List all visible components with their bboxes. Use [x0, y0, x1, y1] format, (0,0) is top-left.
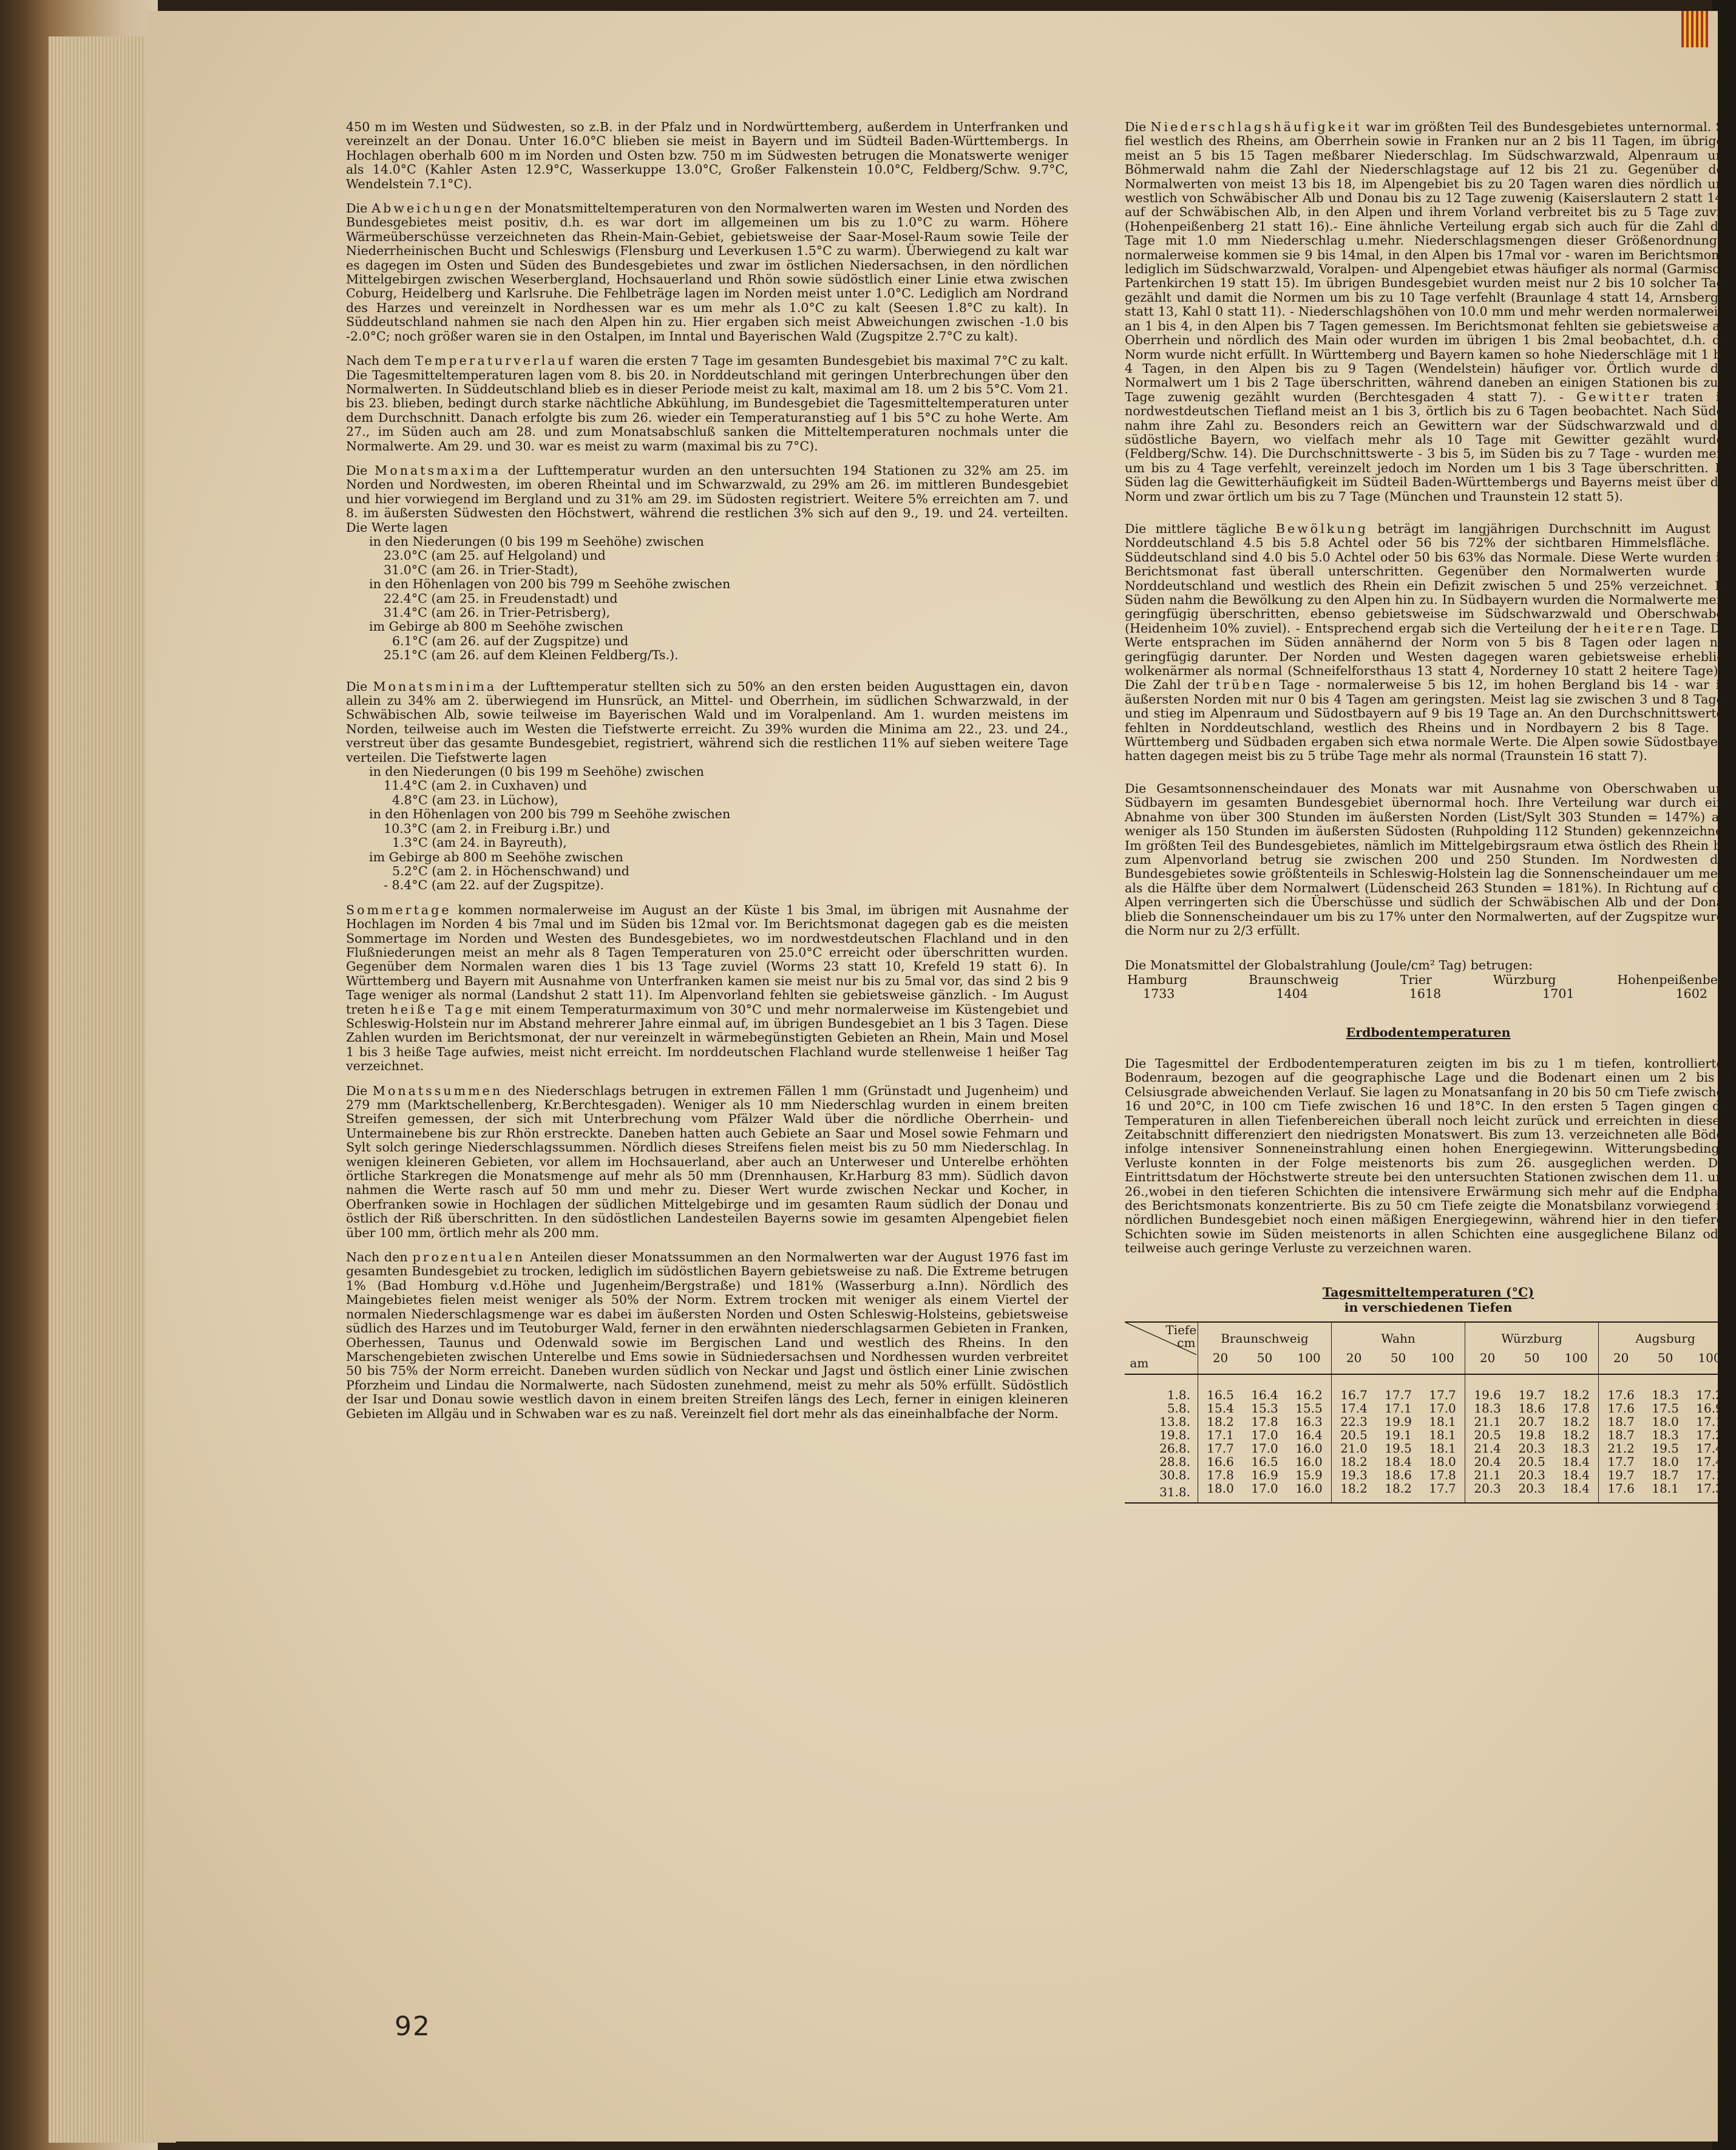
value-cell: 21.4	[1474, 1440, 1501, 1456]
value-cell: 16.0	[1287, 1442, 1332, 1455]
value-cell: 17.4	[1696, 1440, 1723, 1456]
value-cell: 17.7	[1207, 1440, 1234, 1456]
depth-header: 100	[1554, 1348, 1599, 1374]
table-row	[1125, 1482, 1732, 1503]
list-line: 10.3°C (am 2. in Freiburg i.Br.) und	[384, 821, 611, 836]
globalstrahlung-title: Die Monatsmittel der Globalstrahlung (Joule/cm² Tag) betrugen:	[1125, 958, 1533, 973]
value-cell: 16.0	[1287, 1482, 1332, 1503]
table-row	[1125, 1455, 1732, 1468]
value-cell: 20.3	[1518, 1467, 1545, 1482]
value-cell: 19.5	[1652, 1440, 1679, 1456]
list-line: 22.4°C (am 25. in Freudenstadt) und	[384, 591, 618, 606]
value-cell: 18.4	[1554, 1482, 1599, 1503]
value-cell: 18.4	[1385, 1454, 1412, 1469]
value-cell: 21.2	[1607, 1440, 1635, 1456]
value-cell: 20.5	[1518, 1454, 1545, 1469]
svg-text:Tiefe: Tiefe	[1165, 1322, 1197, 1337]
value-cell: 16.4	[1251, 1387, 1278, 1402]
date-cell: 31.8.	[1125, 1482, 1198, 1503]
depth-header: 100	[1698, 1350, 1721, 1365]
value-cell: 17.8	[1207, 1467, 1234, 1482]
date-cell: 5.8.	[1125, 1402, 1198, 1415]
value-cell: 17.7	[1420, 1482, 1465, 1503]
paragraph: Die Tagesmittel der Erdbodentemperaturen zeigten im bis zu 1 m tiefen, kontrollierten Bodenraum, bezogen auf die geographische Lage und die Bodenart einen um 2 bis 4 Celsiusgrade abweichenden Verlauf. Sie lagen zu Monatsanfang in 20 bis 50 cm Tiefe zwischen 16 und 20°C, in 100 cm Tiefe zwischen 16 und 18°C. In den ersten 5 Tagen gingen die Temperaturen in allen Tiefenbereichen überall noch leicht zurück und erreichten in diesem Zeitabschnitt differenziert den niedrigsten Monatswert. Bis zum 13. verzeichneten alle Böden infolge intensiver Sonneneinstrahlung einen hohen Energiegewinn. Witterungsbedingte Verluste konnten in der Folge meistenorts bis zum 26. ausgeglichen werden. Das Eintrittsdatum der Höchstwerte streute bei den untersuchten Stationen zwischen dem 11. und 26.,wobei in den tieferen Schichten die intensivere Erwärmung sich mehr auf die Endphase des Berichtsmonats konzentrierte. Bis zu 50 cm Tiefe zeigte die Monatsbilanz vorwiegend im nördlichen Bundesgebiet noch einen mäßigen Energiegewinn, während hier in den tieferen Schichten sowie im Süden meistenorts in allen Schichten eine ausgeglichene Bilanz oder teilweise auch geringe Verluste zu verzeichnen waren.	[1125, 1056, 1732, 1256]
table-title: Tagesmitteltemperaturen (°C) in verschiedenen Tiefen	[1322, 1284, 1534, 1315]
value-cell: 17.1	[1696, 1414, 1723, 1429]
list-line: 25.1°C (am 26. auf dem Kleinen Feldberg/Ts.).	[384, 648, 679, 663]
soil-temperature-table	[1125, 1321, 1732, 1504]
svg-text:am: am	[1130, 1355, 1149, 1371]
list-line: in den Höhenlagen von 200 bis 799 m Seehöhe zwischen	[369, 577, 731, 592]
right-column	[1125, 120, 1732, 1504]
paragraph: Die mittlere tägliche Bewölkung beträgt im langjährigen Durchschnitt im August in Norddeutschland 4.5 bis 5.8 Achtel oder 56 bis 72% der sichtbaren Himmelsfläche. In Süddeutschland sind 4.0 bis 5.0 Achtel oder 50 bis 63% das Normale. Diese Werte wurden im Berichtsmonat fast überall unterschritten. Gegenüber den Normalwerten wurde in Norddeutschland und westlich des Rhein ein Defizit zwischen 5 und 25% verzeichnet. Im Süden nahm die Bewölkung zu den Alpen hin zu. In Südbayern wurden die Normalwerte meist geringfügig überschritten, ebenso gebietsweise im Südschwarzwald und Oberschwaben (Heidenheim 10% zuviel). - Entsprechend ergab sich die Verteilung der heiteren Tage. Die Werte entsprachen im Süden annähernd der Norm von 5 bis 8 Tagen oder lagen nur geringfügig darunter. Der Norden und Westen dagegen waren gebietsweise erheblich wolkenärmer als normal (Schneifelforsthaus 13 statt 4, Norderney 10 statt 2 heitere Tage). - Die Zahl der trüben Tage - normalerweise 5 bis 12, im hohen Bergland bis 14 - war im äußersten Norden mit nur 0 bis 4 Tagen am geringsten. Meist lag sie zwischen 3 und 8 Tagen und stieg im Alpenraum und Südostbayern auf 9 bis 19 Tage an. An den Durchschnittswerten fehlten in Norddeutschland, westlich des Rheins und in Nordbayern 2 bis 8 Tage. In Württemberg und Südbaden ergaben sich etwa normale Werte. Die Alpen sowie Südostbayern hatten dagegen meist bis zu 5 trübe Tage mehr als normal (Traunstein 16 statt 7).	[1125, 521, 1732, 764]
value-cell: 18.7	[1607, 1414, 1635, 1429]
list-line: - 8.4°C (am 22. auf der Zugspitze).	[384, 878, 604, 893]
list-line: in den Höhenlagen von 200 bis 799 m Seehöhe zwischen	[369, 807, 731, 822]
list-line: 11.4°C (am 2. in Cuxhaven) und	[384, 778, 587, 793]
value-cell: 17.1	[1207, 1427, 1234, 1442]
value-cell: 17.5	[1652, 1400, 1679, 1416]
list-line: im Gebirge ab 800 m Seehöhe zwischen	[369, 619, 623, 634]
value-cell: 16.0	[1287, 1455, 1332, 1468]
list-line: 31.4°C (am 26. in Trier-Petrisberg),	[384, 605, 611, 620]
list-line: 4.8°C (am 23. in Lüchow),	[392, 792, 558, 807]
value-cell: 18.4	[1554, 1455, 1599, 1468]
value-cell: 18.1	[1420, 1428, 1465, 1442]
value-cell: 18.2	[1207, 1414, 1234, 1429]
value-cell: 19.9	[1385, 1414, 1412, 1429]
value-cell: 18.0	[1207, 1480, 1234, 1496]
value-cell: 17.6	[1607, 1480, 1635, 1496]
date-cell: 26.8.	[1125, 1442, 1198, 1455]
table-row	[1125, 1402, 1732, 1415]
value-cell: 19.6	[1474, 1387, 1501, 1402]
value-cell: 18.0	[1420, 1455, 1465, 1468]
value-cell: 16.5	[1251, 1454, 1278, 1469]
value-cell: 16.9	[1696, 1400, 1723, 1416]
value-cell: 16.5	[1207, 1387, 1234, 1402]
diagonal-divider	[1125, 1323, 1198, 1371]
depth-header: 20	[1613, 1350, 1629, 1365]
value-cell: 18.0	[1652, 1454, 1679, 1469]
value-cell: 18.2	[1554, 1415, 1599, 1428]
value-cell: 22.3	[1340, 1414, 1368, 1429]
value-cell: 20.3	[1474, 1480, 1501, 1496]
book-page	[146, 11, 1732, 2142]
value-cell: 16.4	[1287, 1428, 1332, 1442]
value-cell: 18.2	[1385, 1480, 1412, 1496]
value-cell: 17.1	[1385, 1400, 1412, 1416]
page-number: 92	[395, 2011, 431, 2042]
value-cell: 15.5	[1287, 1402, 1332, 1415]
value-cell: 15.9	[1287, 1468, 1332, 1482]
value-cell: 18.3	[1474, 1400, 1501, 1416]
value-cell: 18.1	[1420, 1415, 1465, 1428]
depth-header: 20	[1479, 1350, 1496, 1365]
value-cell: 18.1	[1652, 1480, 1679, 1496]
value-cell: 18.6	[1385, 1467, 1412, 1482]
value-cell: 16.9	[1251, 1467, 1278, 1482]
value-cell: 17.0	[1420, 1402, 1465, 1415]
value-cell: 16.6	[1207, 1454, 1234, 1469]
globalstrahlung-block	[1125, 958, 1732, 1001]
value-cell: 20.3	[1518, 1480, 1545, 1496]
paragraph: 450 m im Westen und Südwesten, so z.B. in der Pfalz und in Nordwürttemberg, außerdem in Unterfranken und vereinzelt an der Donau. Unter 16.0°C blieben sie meist in Bayern und im Südteil Baden-Württembergs. In Hochlagen oberhalb 600 m im Norden und Osten bzw. 750 m im Südwesten betrugen die Monatswerte weniger als 14.0°C (Kahler Asten 12.9°C, Wasserkuppe 13.0°C, Großer Falkenstein 10.0°C, Feldberg/Schw. 9.7°C, Wendelstein 7.1°C).	[346, 120, 1068, 191]
value-cell: 19.5	[1385, 1440, 1412, 1456]
value-cell: 17.7	[1607, 1454, 1635, 1469]
value-cell: 21.1	[1474, 1414, 1501, 1429]
value-cell: 16.3	[1287, 1415, 1332, 1428]
station-name: Hamburg	[1127, 972, 1188, 987]
value-cell: 17.7	[1385, 1387, 1412, 1402]
value-cell: 18.3	[1554, 1442, 1599, 1455]
globalstrahlung-values	[1125, 987, 1732, 1001]
value-cell: 18.3	[1652, 1387, 1679, 1402]
paragraph: Die Niederschlagshäufigkeit war im größten Teil des Bundesgebietes unternormal. So fiel westlich des Rheins, am Oberrhein sowie in Franken nur an 2 bis 11 Tagen, im übrigen meist an 5 bis 15 Tagen meßbarer Niederschlag. Im Südschwarzwald, Alpenraum und Böhmerwald nahm die Zahl der Niederschlagstage auf 12 bis 21 zu. Gegenüber den Normalwerten von meist 13 bis 18, im Alpengebiet bis zu 20 Tagen waren dies nördlich und westlich von Schwäbischer Alb und Donau bis zu 12 Tage zuwenig (Kaiserslautern 2 statt 14), auf der Schwäbischen Alb, in den Alpen und ihrem Vorland verbreitet bis zu 5 Tage zuviel (Hohenpeißenberg 21 statt 16).- Eine ähnliche Verteilung ergab sich auch für die Zahl der Tage mit 1.0 mm Niederschlag u.mehr. Niederschlagsmengen dieser Größenordnung - normalerweise kommen sie 9 bis 14mal, in den Alpen bis 17mal vor - waren im Berichtsmonat lediglich im Südschwarzwald, Voralpen- und Alpengebiet etwas häufiger als normal (Garmisch-Partenkirchen 19 statt 15). Im übrigen Bundesgebiet wurden meist nur 2 bis 10 solcher Tage gezählt und damit die Normen um bis zu 10 Tage verfehlt (Braunlage 4 statt 14, Arnsberg 3 statt 13, Kahl 0 statt 11). - Niederschlagshöhen von 10.0 mm und mehr werden normalerweise an 1 bis 4, in den Alpen bis 7 Tagen gemessen. Im Berichtsmonat fehlten sie gebietsweise am Oberrhein und nördlich des Main oder wurden im übrigen 1 bis 2mal beobachtet, d.h. die Norm wurde nicht erfüllt. In Württemberg und Bayern kamen so hohe Niederschläge mit 1 bis 4 Tagen, in den Alpen bis zu 9 Tagen (Wendelstein) häufiger vor. Örtlich wurde der Normalwert um 1 bis 2 Tage überschritten, während daneben an einigen Stationen bis zu 3 Tage zuwenig gezählt wurden (Berchtesgaden 4 statt 7). - Gewitter traten im nordwestdeutschen Tiefland meist an 1 bis 3, örtlich bis zu 6 Tagen beobachtet. Nach Süden nahm ihre Zahl zu. Besonders reich an Gewittern war der Südschwarzwald und das südöstliche Bayern, wo vielfach mehr als 10 Tage mit Gewitter gezählt wurden (Feldberg/Schw. 14). Die Durchschnittswerte - 3 bis 5, im Süden bis zu 7 Tage - wurden meist um bis zu 4 Tage verfehlt, vereinzelt jedoch im Norden um 1 bis 3 Tage überschritten. Im Süden lag die Gewitterhäufigkeit im Südteil Baden-Württembergs und Bayerns meist über der Norm und zwar örtlich um bis zu 7 Tage (München und Traunstein 12 statt 5).	[1125, 120, 1732, 504]
value-cell: 17.6	[1607, 1400, 1635, 1416]
value-cell: 16.7	[1340, 1387, 1368, 1402]
value-cell: 17.8	[1251, 1414, 1278, 1429]
station-value: 1701	[1542, 986, 1575, 1002]
value-cell: 17.0	[1251, 1440, 1278, 1456]
value-cell: 18.2	[1554, 1428, 1599, 1442]
value-cell: 20.4	[1474, 1454, 1501, 1469]
value-cell: 17.0	[1251, 1427, 1278, 1442]
list-line: 5.2°C (am 2. in Höchenschwand) und	[392, 863, 629, 878]
depth-header: 50	[1390, 1350, 1406, 1365]
paragraph: Nach den prozentualen Anteilen dieser Monatssummen an den Normalwerten war der August 1976 fast im gesamten Bundesgebiet zu trocken, lediglich im südöstlichen Bayern gebietsweise zu naß. Die Extreme betrugen 1% (Bad Homburg v.d.Höhe und Jugenheim/Bergstraße) und 181% (Wasserburg a.Inn). Nördlich des Maingebietes fielen meist weniger als 50% der Norm. Extrem trocken mit weniger als einem Viertel der normalen Niederschlagsmenge war es dabei im äußersten Norden und Osten Schleswig-Holsteins, gebietsweise südlich des Harzes und im Teutoburger Wald, ferner in den erwähnten niederschlagsarmen Gebieten in Franken, Oberhessen, Taunus und Odenwald sowie im Bergischen Land und westlich des Rheins. In den Marschengebieten zwischen Unterelbe und Ems sowie in Südniedersachsen und Nordhessen wurden verbreitet 50 bis 75% der Norm erreicht. Daneben wurden südlich von Neckar und Jagst und östlich einer Linie zwischen Pforzheim und Lindau die Normalwerte, nach Südosten zunehmend, meist zu mehr als 50% erfüllt. Südöstlich der Isar und Donau sowie westlich davon in einem breiten Streifen längs des Lech, ferner in einigen kleineren Gebieten im Allgäu und in Schwaben war es zu naß. Vereinzelt fiel dort mehr als das eineinhalbfache der Norm.	[346, 1250, 1068, 1421]
date-cell: 19.8.	[1125, 1428, 1198, 1442]
depth-header: 50	[1256, 1350, 1273, 1365]
paragraph: Die Monatssummen des Niederschlags betrugen in extremen Fällen 1 mm (Grünstadt und Jugenheim) und 279 mm (Marktschellenberg, Kr.Berchtesgaden). Weniger als 10 mm Niederschlag wurden in einem breiten Streifen gemessen, der sich mit Unterbrechung vom Pfälzer Wald über die nördliche Oberrhein- und Untermainebene bis zur Rhön erstreckte. Daneben hatten auch Gebiete an Saar und Mosel sowie Fehmarn und Sylt solch geringe Niederschlagssummen. Nördlich dieses Streifens fielen meist bis zu 50 mm Niederschlag. In wenigen kleineren Gebieten, vor allem im Hochsauerland, aber auch an Unterweser und Unterelbe erhöhten örtliche Starkregen die Monatsmenge auf mehr als 50 mm (Drennhausen, Kr.Harburg 83 mm). Südlich davon nahmen die Werte rasch auf 50 mm und mehr zu. Dieser Wert wurde zwischen Neckar und Kocher, in Oberfranken sowie in Hochlagen der südlichen Mittelgebirge und im gesamten Raum südlich der Donau und östlich der Riß überschritten. In den südöstlichen Landesteilen Bayerns sowie im gesamten Alpengebiet fielen über 100 mm, örtlich mehr als 200 mm.	[346, 1083, 1068, 1240]
station-value: 1733	[1143, 986, 1175, 1002]
value-cell: 21.1	[1474, 1467, 1501, 1482]
paragraph: Sommertage kommen normalerweise im August an der Küste 1 bis 3mal, im übrigen mit Ausnahme der Hochlagen im Norden 4 bis 7mal und im Süden bis 12mal vor. Im Berichtsmonat dagegen gab es die meisten Sommertage im Norden und Westen des Bundesgebietes, wo im nordwestdeutschen Flachland und in den Flußniederungen meist an mehr als 8 Tagen Temperaturen von 25.0°C erreicht oder überschritten wurden. Gegenüber dem Normalen waren dies 1 bis 13 Tage zuviel (Worms 23 statt 10, Krefeld 19 statt 6). In Württemberg und Bayern mit Ausnahme von Unterfranken kamen sie meist nur bis zu 5mal vor, das sind 2 bis 9 Tage weniger als normal (Landshut 2 statt 11). Im Alpenvorland fehlten sie gebietsweise gänzlich. - Im August treten heiße Tage mit einem Temperaturmaximum von 30°C und mehr normalerweise im Küstengebiet und Schleswig-Holstein nur im Abstand mehrerer Jahre einmal auf, im übrigen Bundesgebiet an 1 bis 3 Tagen. Diese Zahlen wurden im Berichtsmonat, der nur vereinzelt in wärmebegünstigten Gebieten an Rhein, Main und Mosel 1 bis 3 heiße Tage aufwies, meist nicht erreicht. Im norddeutschen Flachland wurde stellenweise 1 heißer Tag verzeichnet.	[346, 902, 1068, 1074]
value-cell: 17.4	[1340, 1400, 1368, 1416]
value-cell: 20.7	[1518, 1414, 1545, 1429]
value-cell: 18.7	[1652, 1467, 1679, 1482]
value-cell: 17.8	[1554, 1402, 1599, 1415]
value-cell: 19.3	[1340, 1467, 1368, 1482]
table-row	[1125, 1374, 1732, 1402]
value-cell: 18.6	[1518, 1400, 1545, 1416]
list-line: 1.3°C (am 24. in Bayreuth),	[392, 835, 567, 850]
depth-header: 50	[1657, 1350, 1673, 1365]
value-cell: 21.0	[1340, 1440, 1368, 1456]
list-line: 6.1°C (am 26. auf der Zugspitze) und	[392, 633, 629, 648]
value-cell: 15.3	[1251, 1400, 1278, 1416]
station-name: Hohenpeißenberg	[1617, 972, 1732, 987]
section-title: Erdbodentemperaturen	[1346, 1025, 1511, 1040]
station-header: Würzburg	[1465, 1322, 1599, 1348]
date-cell: 13.8.	[1125, 1415, 1198, 1428]
paragraph: Die Monatsmaxima der Lufttemperatur wurden an den untersuchten 194 Stationen zu 32% am 25. im Norden und Nordwesten, im oberen Rheintal und im Schwarzwald, zu 29% am 26. im mittleren Bundesgebiet und hier vorwiegend im Bergland und zu 31% am 29. im Südosten registriert. Weitere 5% erreichten am 7. und 8. im äußersten Südwesten den Höchstwert, während die restlichen 3% sich auf den 9., 19. und 24. verteilten. Die Werte lagen in den Niederungen (0 bis 199 m Seehöhe) zwischen 23.0°C (am 25. auf Helgoland) und 31.0°C (am 26. in Trier-Stadt), in den Höhenlagen von 200 bis 799 m Seehöhe zwischen 22.4°C (am 25. in Freudenstadt) und 31.4°C (am 26. in Trier-Petrisberg), im Gebirge ab 800 m Seehöhe zwischen 6.1°C (am 26. auf der Zugspitze) und 25.1°C (am 26. auf dem Kleinen Feldberg/Ts.).	[346, 463, 1069, 663]
depth-header-row	[1125, 1348, 1732, 1374]
date-cell: 30.8.	[1125, 1468, 1198, 1482]
list-line: im Gebirge ab 800 m Seehöhe zwischen	[369, 849, 623, 864]
paragraph: Die Abweichungen der Monatsmitteltemperaturen von den Normalwerten waren im Westen und Norden des Bundesgebietes meist positiv, d.h. es war dort im allgemeinen um bis zu 1.0°C zu warm. Höhere Wärmeüberschüsse verzeichneten das Rhein-Main-Gebiet, gebietsweise der Saar-Mosel-Raum sowie Teile der Niederrheinischen Bucht und Schleswigs (Flensburg und Leverkusen 1.5°C zu warm). Überwiegend zu kalt war es dagegen im Osten und Süden des Bundesgebietes und zwar im östlichen Niedersachsen, in den nördlichen Mittelgebirgen zwischen Weserbergland, Hochsauerland und Rhön sowie südöstlich einer Linie etwa zwischen Coburg, Heidelberg und Karlsruhe. Die Fehlbeträge lagen im Norden meist unter 1.0°C. Lediglich am Nordrand des Harzes und vereinzelt in Nordhessen war es um mehr als 1.0°C zu kalt (Seesen 1.8°C zu kalt). In Süddeutschland nahmen sie nach den Alpen hin zu. Hier ergaben sich meist Abweichungen zwischen -1.0 bis -2.0°C; noch größer waren sie in den Ostalpen, im Inntal und Bayerischen Wald (Zugspitze 2.7°C zu kalt).	[346, 201, 1068, 344]
globalstrahlung-stations	[1125, 973, 1732, 987]
value-cell: 17.4	[1696, 1454, 1723, 1469]
maxima-list	[346, 535, 1068, 663]
value-cell: 16.2	[1287, 1374, 1332, 1402]
station-name: Würzburg	[1493, 972, 1556, 987]
table-row	[1125, 1415, 1732, 1428]
value-cell: 17.7	[1420, 1374, 1465, 1402]
list-line: 31.0°C (am 26. in Trier-Stadt),	[384, 562, 578, 577]
date-cell: 1.8.	[1125, 1374, 1198, 1402]
table-row	[1125, 1468, 1732, 1482]
value-cell: 17.1	[1696, 1467, 1723, 1482]
value-cell: 17.2	[1696, 1427, 1723, 1442]
value-cell: 17.0	[1251, 1480, 1278, 1496]
date-cell: 28.8.	[1125, 1455, 1198, 1468]
value-cell: 19.8	[1518, 1427, 1545, 1442]
value-cell: 18.1	[1420, 1442, 1465, 1455]
value-cell: 18.2	[1554, 1374, 1599, 1402]
depth-header: 100	[1420, 1348, 1465, 1374]
minima-list	[346, 765, 1068, 893]
value-cell: 18.2	[1340, 1454, 1368, 1469]
value-cell: 20.5	[1340, 1427, 1368, 1442]
value-cell: 18.7	[1607, 1427, 1635, 1442]
svg-text:cm: cm	[1177, 1335, 1196, 1350]
station-header: Braunschweig	[1198, 1322, 1332, 1348]
bookmark-ribbon	[1681, 11, 1708, 47]
value-cell: 18.0	[1652, 1414, 1679, 1429]
table-body	[1125, 1374, 1732, 1503]
table-corner-header	[1125, 1322, 1198, 1374]
list-line: in den Niederungen (0 bis 199 m Seehöhe) zwischen	[369, 534, 704, 549]
depth-header: 20	[1212, 1350, 1229, 1365]
paragraph: Die Gesamtsonnenscheindauer des Monats war mit Ausnahme von Oberschwaben und Südbayern im gesamten Bundesgebiet übernormal hoch. Ihre Verteilung war durch eine Abnahme von über 300 Stunden im äußersten Norden (List/Sylt 303 Stunden = 147%) auf weniger als 150 Stunden im äußersten Südosten (Ruhpolding 112 Stunden) gekennzeichnet. Im größten Teil des Bundesgebietes, nämlich im Mittelgebirgsraum etwa östlich des Rhein bis zum Alpenvorland betrug sie zwischen 200 und 250 Stunden. Im Nordwesten des Bundesgebietes sowie größtenteils in Schleswig-Holstein lag die Sonnenscheindauer um mehr als die Hälfte über dem Normalwert (Lüdenscheid 263 Stunden = 181%). In Richtung auf die Alpen verringerten sich die Überschüsse und südlich der Schwäbischen Alb und der Donau blieb die Sonnenscheindauer um bis zu 17% unter den Normalwerten, auf der Zugspitze wurde die Norm nur zu 2/3 erfüllt.	[1125, 781, 1732, 938]
value-cell: 15.4	[1207, 1400, 1234, 1416]
value-cell: 20.5	[1474, 1427, 1501, 1442]
value-cell: 17.2	[1696, 1387, 1723, 1402]
station-value: 1404	[1276, 986, 1308, 1002]
value-cell: 19.7	[1518, 1387, 1545, 1402]
value-cell: 17.6	[1607, 1387, 1635, 1402]
value-cell: 20.3	[1518, 1440, 1545, 1456]
value-cell: 17.8	[1420, 1468, 1465, 1482]
station-value: 1618	[1409, 986, 1442, 1002]
list-line: in den Niederungen (0 bis 199 m Seehöhe) zwischen	[369, 764, 704, 779]
station-value: 1602	[1675, 986, 1707, 1002]
depth-header: 20	[1346, 1350, 1362, 1365]
station-name: Trier	[1400, 972, 1432, 987]
station-header: Augsburg	[1635, 1331, 1695, 1346]
depth-header: 50	[1524, 1350, 1540, 1365]
value-cell: 19.1	[1385, 1427, 1412, 1442]
table-row	[1125, 1428, 1732, 1442]
value-cell: 18.3	[1652, 1427, 1679, 1442]
station-name: Braunschweig	[1249, 972, 1339, 987]
paragraph: Die Monatsminima der Lufttemperatur stellten sich zu 50% an den ersten beiden Augusttagen ein, davon allein zu 34% am 2. überwiegend im Hunsrück, an Mittel- und Oberrhein, im südlichen Schwarzwald, in der Schwäbischen Alb, sowie teilweise im Bayerischen Wald und im Voralpenland. Am 1. wurden meistens im Norden, teilweise auch im Westen die Tiefstwerte erreicht. Zu 39% wurden die Minima am 22., 23. und 24., verstreut über das gesamte Bundesgebiet, registriert, während sich die restlichen 11% auf sieben weitere Tage verteilen. Die Tiefstwerte lagen in den Niederungen (0 bis 199 m Seehöhe) zwischen 11.4°C (am 2. in Cuxhaven) und 4.8°C (am 23. in Lüchow), in den Höhenlagen von 200 bis 799 m Seehöhe zwischen 10.3°C (am 2. in Freiburg i.Br.) und 1.3°C (am 24. in Bayreuth), im Gebirge ab 800 m Seehöhe zwischen 5.2°C (am 2. in Höchenschwand) und - 8.4°C (am 22. auf der Zugspitze).	[346, 679, 1068, 893]
value-cell: 18.2	[1340, 1480, 1368, 1496]
value-cell: 17.3	[1696, 1480, 1723, 1496]
value-cell: 19.7	[1607, 1467, 1635, 1482]
table-row	[1125, 1442, 1732, 1455]
paragraph: Nach dem Temperaturverlauf waren die ersten 7 Tage im gesamten Bundesgebiet bis maximal 7°C zu kalt. Die Tagesmitteltemperaturen lagen vom 8. bis 20. in Norddeutschland mit geringen Unterbrechungen über den Normalwerten. In Süddeutschland blieb es in dieser Periode meist zu kalt, maximal am 18. um 2 bis 5°C. Vom 21. bis 23. blieben, bedingt durch starke nächtliche Abkühlung, im Bundesgebiet die Tagesmitteltemperaturen unter dem Durchschnitt. Danach erfolgte bis zum 26. wieder ein Temperaturanstieg auf 1 bis 5°C zu hohe Werte. Am 27., im Süden auch am 28. und zum Monatsabschluß sanken die Mitteltemperaturen nochmals unter die Normalwerte. Am 29. und 30. war es meist zu warm (maximal bis zu 7°C).	[346, 353, 1068, 453]
list-line: 23.0°C (am 25. auf Helgoland) und	[384, 548, 606, 563]
left-column	[346, 120, 1068, 1431]
station-header: Wahn	[1332, 1322, 1465, 1348]
value-cell: 18.4	[1554, 1468, 1599, 1482]
depth-header: 100	[1287, 1348, 1332, 1374]
